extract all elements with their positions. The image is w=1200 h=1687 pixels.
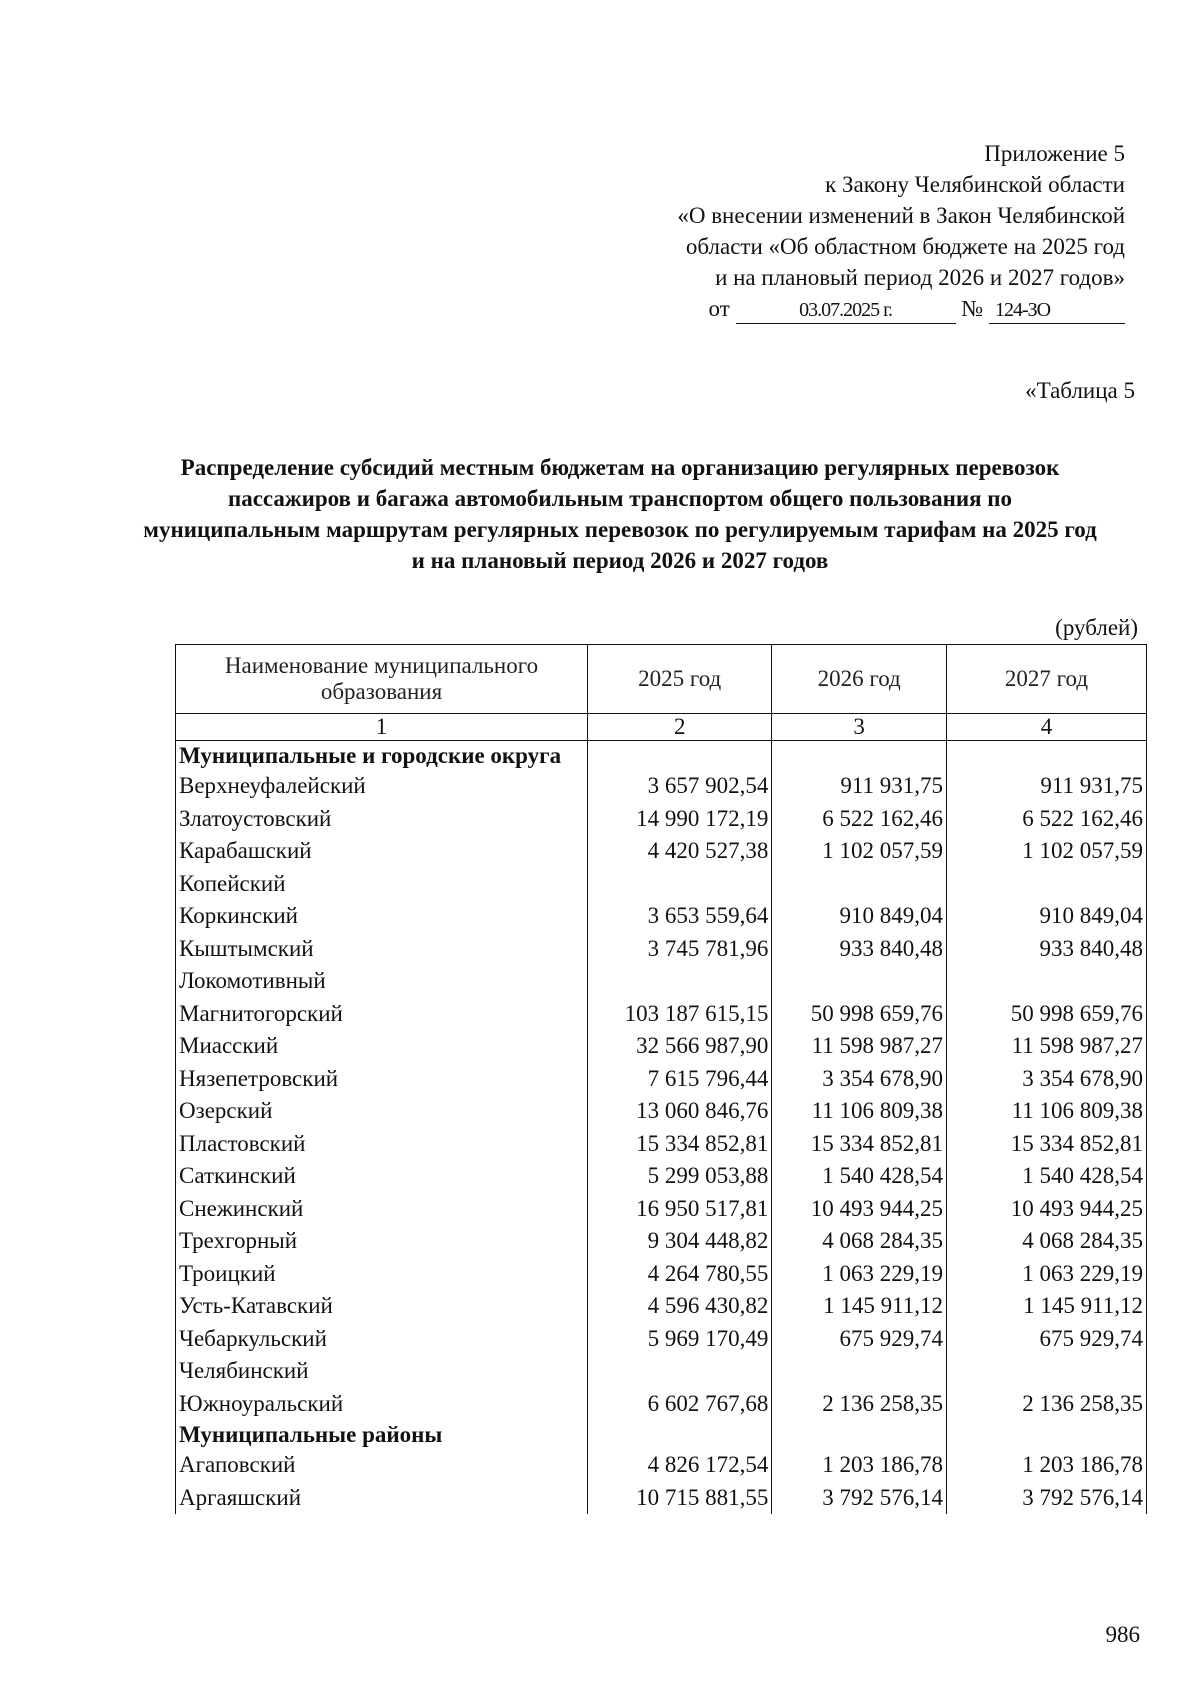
table-row	[176, 1128, 1147, 1161]
value-2025: 5 299 053,88	[588, 1160, 772, 1193]
table-row	[176, 998, 1147, 1031]
table-row	[176, 1290, 1147, 1323]
value-2026: 1 063 229,19	[772, 1258, 947, 1291]
appendix-header	[565, 138, 1125, 324]
column-number-row	[176, 714, 1147, 741]
table-row	[176, 1482, 1147, 1515]
value-2027: 910 849,04	[946, 900, 1146, 933]
value-2025	[588, 1355, 772, 1388]
value-2027: 11 598 987,27	[946, 1030, 1146, 1063]
value-2026: 3 792 576,14	[772, 1482, 947, 1515]
municipality-name: Кыштымский	[176, 933, 588, 966]
column-number: 4	[946, 714, 1146, 741]
value-2026: 1 145 911,12	[772, 1290, 947, 1323]
section-row	[176, 1420, 1147, 1449]
value-2027: 4 068 284,35	[946, 1225, 1146, 1258]
table-row	[176, 803, 1147, 836]
value-2026: 4 068 284,35	[772, 1225, 947, 1258]
table-row	[176, 1323, 1147, 1356]
value-2025: 15 334 852,81	[588, 1128, 772, 1161]
number-prefix: №	[961, 296, 984, 321]
value-2026: 10 493 944,25	[772, 1193, 947, 1226]
value-2027: 1 063 229,19	[946, 1258, 1146, 1291]
value-2025: 4 826 172,54	[588, 1449, 772, 1482]
value-2027: 933 840,48	[946, 933, 1146, 966]
value-2027: 6 522 162,46	[946, 803, 1146, 836]
value-2027: 1 203 186,78	[946, 1449, 1146, 1482]
value-2025: 103 187 615,15	[588, 998, 772, 1031]
value-2025: 3 745 781,96	[588, 933, 772, 966]
value-2025: 13 060 846,76	[588, 1095, 772, 1128]
appendix-line: к Закону Челябинской области	[825, 172, 1125, 197]
value-2026: 911 931,75	[772, 770, 947, 803]
value-2025: 3 657 902,54	[588, 770, 772, 803]
value-2025: 3 653 559,64	[588, 900, 772, 933]
value-2026: 1 102 057,59	[772, 835, 947, 868]
municipality-name: Агаповский	[176, 1449, 588, 1482]
value-2026: 15 334 852,81	[772, 1128, 947, 1161]
municipality-name: Златоустовский	[176, 803, 588, 836]
value-2026: 910 849,04	[772, 900, 947, 933]
value-2025	[588, 868, 772, 901]
value-2027: 1 540 428,54	[946, 1160, 1146, 1193]
municipality-name: Челябинский	[176, 1355, 588, 1388]
table-row	[176, 1095, 1147, 1128]
table-row	[176, 1030, 1147, 1063]
header-2026: 2026 год	[772, 645, 947, 714]
value-2027: 10 493 944,25	[946, 1193, 1146, 1226]
value-2026: 1 203 186,78	[772, 1449, 947, 1482]
value-2027: 50 998 659,76	[946, 998, 1146, 1031]
value-2025: 16 950 517,81	[588, 1193, 772, 1226]
table-row	[176, 933, 1147, 966]
municipality-name: Пластовский	[176, 1128, 588, 1161]
table-body	[176, 741, 1147, 1515]
municipality-name: Аргаяшский	[176, 1482, 588, 1515]
appendix-line: области «Об областном бюджете на 2025 год	[685, 234, 1125, 259]
value-2026: 3 354 678,90	[772, 1063, 947, 1096]
table-row	[176, 868, 1147, 901]
value-2026: 11 106 809,38	[772, 1095, 947, 1128]
value-2026: 1 540 428,54	[772, 1160, 947, 1193]
table-row	[176, 1160, 1147, 1193]
municipality-name: Снежинский	[176, 1193, 588, 1226]
value-2027: 15 334 852,81	[946, 1128, 1146, 1161]
municipality-name: Копейский	[176, 868, 588, 901]
appendix-line: «О внесении изменений в Закон Челябинской	[677, 203, 1125, 228]
value-2025: 14 990 172,19	[588, 803, 772, 836]
table-row	[176, 1449, 1147, 1482]
table-row	[176, 1258, 1147, 1291]
municipality-name: Нязепетровский	[176, 1063, 588, 1096]
value-2025: 10 715 881,55	[588, 1482, 772, 1515]
document-title: Распределение субсидий местным бюджетам на организацию регулярных перевозок пассажиров и багажа автомобильным транспортом общего пользования по муниципальным маршрутам регулярных перевозок по регулируемым тарифам на 2025 год и на плановый период 2026 и 2027 годов	[143, 455, 1097, 573]
value-2027: 1 102 057,59	[946, 835, 1146, 868]
table-row	[176, 1388, 1147, 1421]
appendix-date-line	[565, 293, 1125, 324]
law-date: 03.07.2025 г.	[736, 297, 956, 324]
municipality-name: Миасский	[176, 1030, 588, 1063]
column-number: 2	[588, 714, 772, 741]
table-row	[176, 1355, 1147, 1388]
section-row	[176, 741, 1147, 771]
subsidy-table	[175, 644, 1147, 1514]
value-2026: 2 136 258,35	[772, 1388, 947, 1421]
municipality-name: Локомотивный	[176, 965, 588, 998]
value-2026	[772, 868, 947, 901]
value-2025	[588, 965, 772, 998]
value-2025: 6 602 767,68	[588, 1388, 772, 1421]
value-2026: 933 840,48	[772, 933, 947, 966]
municipality-name: Верхнеуфалейский	[176, 770, 588, 803]
value-2025: 4 596 430,82	[588, 1290, 772, 1323]
table-row	[176, 1193, 1147, 1226]
municipality-name: Коркинский	[176, 900, 588, 933]
municipality-name: Чебаркульский	[176, 1323, 588, 1356]
value-2025: 32 566 987,90	[588, 1030, 772, 1063]
header-municipality: Наименование муниципального образования	[176, 645, 588, 714]
municipality-name: Троицкий	[176, 1258, 588, 1291]
table-row	[176, 1225, 1147, 1258]
value-2026: 6 522 162,46	[772, 803, 947, 836]
section-title: Муниципальные и городские округа	[176, 741, 588, 771]
municipality-name: Озерский	[176, 1095, 588, 1128]
table-row	[176, 770, 1147, 803]
column-number: 1	[176, 714, 588, 741]
value-2027	[946, 1355, 1146, 1388]
value-2027: 11 106 809,38	[946, 1095, 1146, 1128]
value-2027: 911 931,75	[946, 770, 1146, 803]
value-2027: 3 792 576,14	[946, 1482, 1146, 1515]
value-2027: 675 929,74	[946, 1323, 1146, 1356]
value-2027	[946, 868, 1146, 901]
value-2026	[772, 965, 947, 998]
appendix-line: и на плановый период 2026 и 2027 годов»	[715, 265, 1125, 290]
page-number: 986	[1105, 1622, 1140, 1647]
date-prefix: от	[708, 296, 730, 321]
value-2027	[946, 965, 1146, 998]
municipality-name: Трехгорный	[176, 1225, 588, 1258]
law-number: 124-ЗО	[989, 297, 1125, 324]
appendix-line: Приложение 5	[984, 141, 1125, 166]
units-label: (рублей)	[1055, 615, 1138, 640]
municipality-name: Усть-Катавский	[176, 1290, 588, 1323]
table-label: «Таблица 5	[1025, 378, 1135, 403]
value-2027: 1 145 911,12	[946, 1290, 1146, 1323]
value-2026: 675 929,74	[772, 1323, 947, 1356]
municipality-name: Магнитогорский	[176, 998, 588, 1031]
table-row	[176, 1063, 1147, 1096]
table-row	[176, 965, 1147, 998]
value-2027: 2 136 258,35	[946, 1388, 1146, 1421]
municipality-name: Южноуральский	[176, 1388, 588, 1421]
value-2025: 7 615 796,44	[588, 1063, 772, 1096]
column-number: 3	[772, 714, 947, 741]
table-header-row	[176, 645, 1147, 714]
table-row	[176, 900, 1147, 933]
value-2027: 3 354 678,90	[946, 1063, 1146, 1096]
value-2025: 4 264 780,55	[588, 1258, 772, 1291]
value-2025: 5 969 170,49	[588, 1323, 772, 1356]
header-2025: 2025 год	[588, 645, 772, 714]
value-2026: 50 998 659,76	[772, 998, 947, 1031]
municipality-name: Саткинский	[176, 1160, 588, 1193]
municipality-name: Карабашский	[176, 835, 588, 868]
value-2025: 4 420 527,38	[588, 835, 772, 868]
value-2026	[772, 1355, 947, 1388]
section-title: Муниципальные районы	[176, 1420, 588, 1449]
header-2027: 2027 год	[946, 645, 1146, 714]
table-row	[176, 835, 1147, 868]
value-2025: 9 304 448,82	[588, 1225, 772, 1258]
value-2026: 11 598 987,27	[772, 1030, 947, 1063]
